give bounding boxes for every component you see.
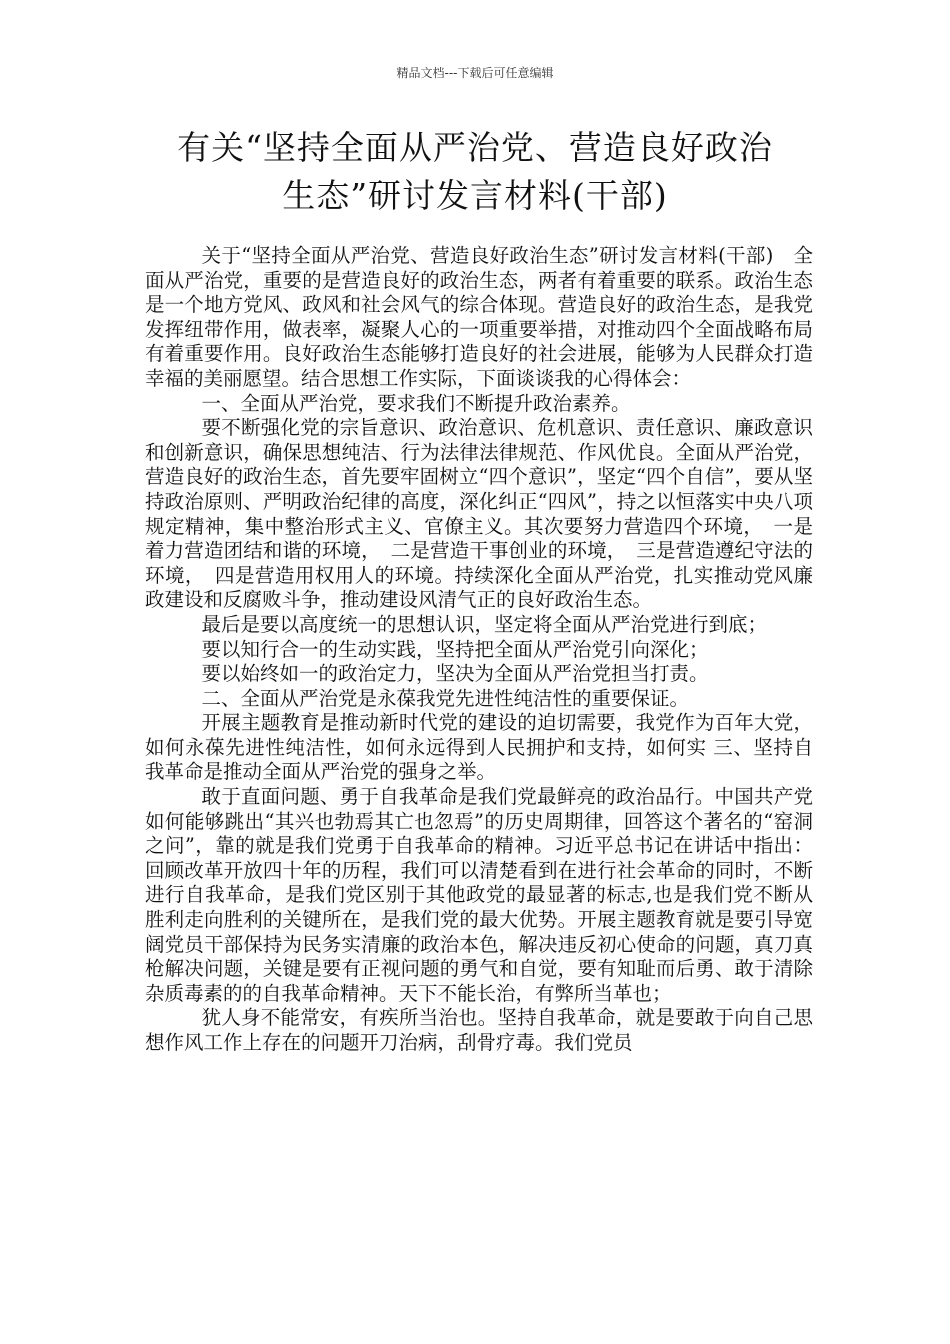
document-title	[140, 124, 810, 220]
paragraph: 要以知行合一的生动实践，坚持把全面从严治党引向深化；	[201, 637, 709, 661]
document-body	[145, 244, 813, 1056]
paragraph: 犹人身不能常安，有疾所当治也。坚持自我革命，就是要敢于向自己思想作风工作上存在的问题开刀治病，刮骨疗毒。我们党员	[145, 1006, 813, 1054]
paragraph: 开展主题教育是推动新时代党的建设的迫切需要，我党作为百年大党，如何永葆先进性纯洁性，如何永远得到人民拥护和支持，如何实 三、坚持自我革命是推动全面从严治党的强身之举。	[145, 711, 813, 784]
paragraph: 要以始终如一的政治定力，坚决为全面从严治党担当打责。	[201, 662, 709, 686]
heading-section-1: 一、全面从严治党，要求我们不断提升政治素养。	[201, 391, 631, 415]
heading-section-2: 二、全面从严治党是永葆我党先进性纯洁性的重要保证。	[201, 686, 690, 710]
paragraph: 要不断强化党的宗旨意识、政治意识、危机意识、责任意识、廉政意识和创新意识，确保思想纯洁、行为法律法律规范、作风优良。全面从严治党，营造良好的政治生态，首先要牢固树立“四个意识”，坚定“四个自信”，要从坚持政治原则、严明政治纪律的高度，深化纠正“四风”，持之以恒落实中央八项规定精神，集中整治形式主义、官僚主义。其次要努力营造四个环境， 一是着力营造团结和谐的环境， 二是营造干事创业的环境， 三是营造遵纪守法的环境， 四是营造用权用人的环境。持续深化全面从严治党，扎实推动党风廉政建设和反腐败斗争，推动建设风清气正的良好政治生态。	[145, 416, 813, 612]
title-line-1: 有关“坚持全面从严治党、营造良好政治	[177, 128, 773, 167]
title-line-2: 生态”研讨发言材料(干部)	[282, 176, 668, 215]
paragraph: 最后是要以高度统一的思想认识，坚定将全面从严治党进行到底；	[201, 612, 768, 636]
paragraph: 敢于直面问题、勇于自我革命是我们党最鲜亮的政治品行。中国共产党如何能够跳出“其兴也勃焉其亡也忽焉”的历史周期律，回答这个著名的“窑洞之问”，靠的就是我们党勇于自我革命的精神。习近平总书记在讲话中指出：回顾改革开放四十年的历程，我们可以清楚看到在进行社会革命的同时，不断进行自我革命，是我们党区别于其他政党的最显著的标志,也是我们党不断从胜利走向胜利的关键所在，是我们党的最大优势。开展主题教育就是要引导宽阔党员干部保持为民务实清廉的政治本色，解决违反初心使命的问题，真刀真枪解决问题，关键是要有正视问题的勇气和自觉，要有知耻而后勇、敢于清除杂质毒素的的自我革命精神。天下不能长治，有弊所当革也；	[145, 785, 813, 1005]
paragraph-intro: 关于“坚持全面从严治党、营造良好政治生态”研讨发言材料(干部) 全面从严治党，重要的是营造良好的政治生态，两者有着重要的联系。政治生态是一个地方党风、政风和社会风气的综合体现。营造良好的政治生态，是我党发挥纽带作用，做表率，凝聚人心的一项重要举措，对推动四个全面战略布局有着重要作用。良好政治生态能够打造良好的社会进展，能够为人民群众打造幸福的美丽愿望。结合思想工作实际，下面谈谈我的心得体会：	[145, 244, 813, 390]
page-header: 精品文档---下载后可任意编辑	[396, 66, 554, 80]
